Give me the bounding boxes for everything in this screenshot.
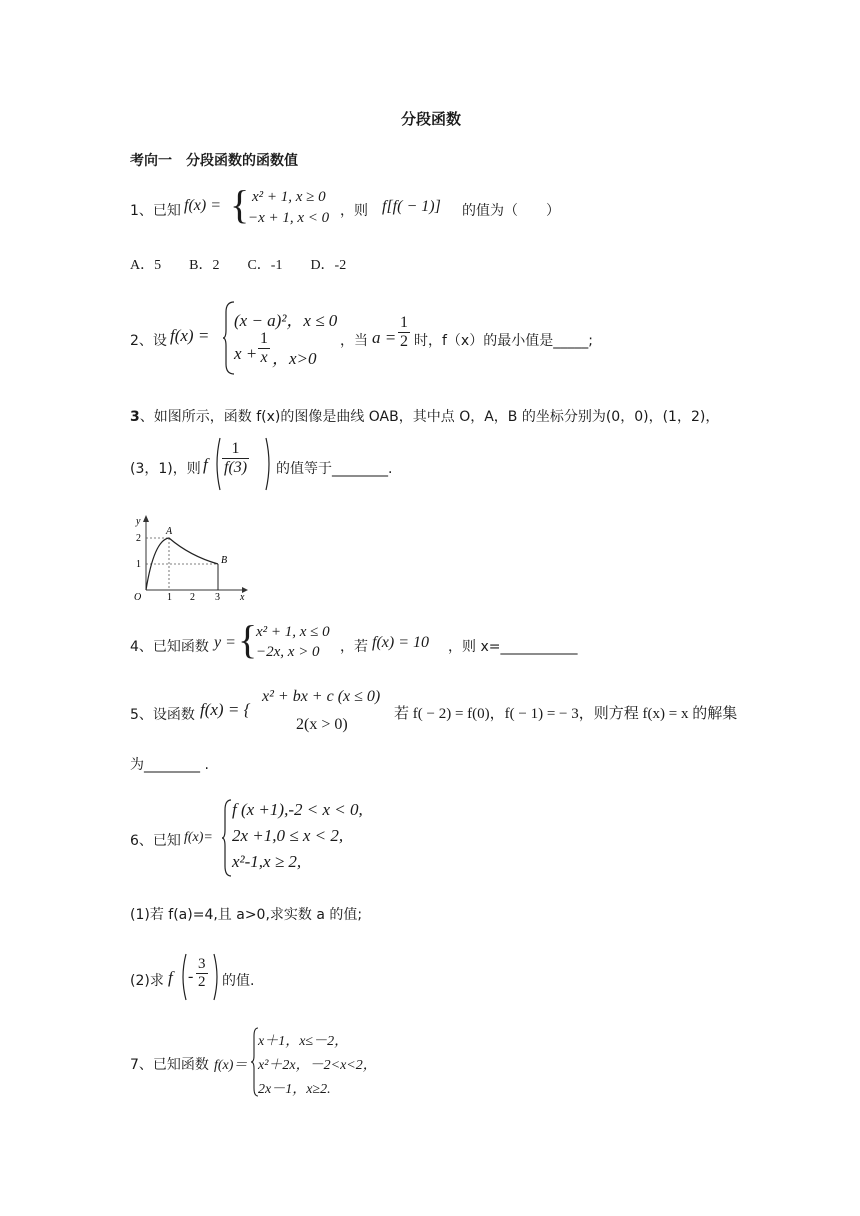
q6-part2-f: f [168, 968, 173, 987]
q6-part2-den: 2 [198, 973, 206, 990]
q3-line2b: 的值等于________. [276, 461, 393, 477]
q3-num: 1 [231, 440, 240, 457]
x-tick-1: 1 [167, 592, 172, 600]
point-b-label: B [221, 555, 228, 566]
q3-right-paren [264, 436, 274, 492]
q1-case2: −x + 1, x < 0 [248, 210, 330, 226]
y-tick-2: 2 [136, 533, 141, 544]
q2-half-num: 1 [400, 314, 408, 331]
point-a-label: A [166, 526, 173, 537]
q4-brace: { [238, 617, 258, 662]
q2-case2-den: x [260, 348, 268, 366]
q2-a-eq: a = [372, 328, 397, 347]
q2-case2-num: 1 [260, 330, 268, 347]
q2-prefix: 2、设 [130, 333, 167, 349]
q6-prefix: 6、已知 [130, 833, 181, 849]
q2-case2a: x + [234, 344, 258, 363]
q1-options: A．5 B．2 C．-1 D．-2 [130, 258, 347, 273]
q4-prefix: 4、已知函数 [130, 639, 209, 655]
q4-case1: x² + 1, x ≤ 0 [256, 624, 330, 640]
q1-suffix: 的值为（ ） [462, 203, 560, 219]
origin-label: O [134, 592, 142, 600]
q2-half [398, 314, 410, 350]
q1-prefix: 1、已知 [130, 203, 181, 219]
q3-line2a: (3，1)，则 [130, 461, 201, 477]
q5-case2: 2(x > 0) [296, 716, 348, 733]
y-label: y [136, 516, 141, 527]
q1-fx: f(x) = [184, 197, 221, 214]
section-heading: 考向一 分段函数的函数值 [130, 153, 298, 169]
q6-part2-suffix: 的值. [222, 973, 255, 989]
x-label: x [240, 592, 245, 600]
q4-case2: −2x, x > 0 [256, 644, 320, 660]
q1-mid: ，则 [340, 203, 368, 219]
q5-prefix: 5、设函数 [130, 707, 195, 723]
q2-half-den: 2 [400, 332, 408, 350]
q7-case2: x²＋2x，－2<x<2， [258, 1058, 377, 1073]
q7-case3: 2x－1，x≥2. [258, 1082, 331, 1097]
q5-fx: f(x) = { [200, 700, 251, 719]
q7-fx: f(x)＝ [214, 1058, 248, 1073]
q2-fx: f(x) = [170, 326, 210, 345]
q2-suffix: 时，f（x）的最小值是_____; [414, 333, 593, 349]
q6-part2-right-paren [212, 952, 222, 1002]
x-tick-3: 3 [215, 592, 220, 600]
q7-prefix: 7、已知函数 [130, 1057, 209, 1073]
page-title: 分段函数 [401, 110, 462, 128]
q1-brace: { [230, 182, 250, 227]
q5-suffix: 若 f( − 2) = f(0)，f( − 1) = − 3，则方程 f(x) = x 的解集 [394, 706, 738, 722]
q6-part1: (1)若 f(a)=4,且 a>0,求实数 a 的值; [130, 907, 363, 923]
y-tick-1: 1 [136, 559, 141, 570]
q1-case1: x² + 1, x ≥ 0 [252, 189, 326, 205]
q6-part2-fraction [196, 956, 208, 990]
y-axis-arrow [143, 515, 149, 522]
q6-case1: f (x +1),-2 < x < 0, [232, 800, 363, 819]
q3-left-paren [212, 436, 222, 492]
x-tick-2: 2 [190, 592, 195, 600]
q3-f: f [203, 455, 208, 474]
q6-fx: f(x)= [184, 830, 213, 845]
q6-case2: 2x +1,0 ≤ x < 2, [232, 826, 344, 845]
q6-part2-prefix: (2)求 [130, 973, 164, 989]
q2-case2-fraction [258, 330, 270, 366]
function-graph [130, 510, 250, 600]
q2-case1: (x − a)²，x ≤ 0 [234, 311, 338, 330]
q3-line1: 、如图所示，函数 f(x)的图像是曲线 OAB，其中点 O，A，B 的坐标分别为(0，0)，(1，2)， [139, 409, 720, 425]
q6-part2-num: 3 [198, 956, 206, 972]
q2-when: ，当 [340, 333, 368, 349]
q6-case3: x²-1,x ≥ 2, [232, 852, 302, 871]
q2-case2b: ，x>0 [272, 349, 317, 368]
q5-case1: x² + bx + c (x ≤ 0) [262, 688, 381, 705]
q3-number: 3 [130, 409, 140, 425]
q4-cond: f(x) = 10 [372, 634, 429, 651]
q4-suffix: ，则 x=___________ [448, 639, 578, 655]
q4-y: y = [214, 634, 236, 651]
q6-part2-left-paren [178, 952, 188, 1002]
q5-line2: 为________ . [130, 757, 209, 773]
q3-den: f(3) [224, 458, 248, 476]
q4-mid: ，若 [340, 639, 368, 655]
q3-fraction [222, 440, 249, 476]
q1-expr: f[f( − 1)] [382, 198, 441, 215]
q7-case1: x＋1，x≤－2， [258, 1034, 349, 1049]
q6-part2-minus: - [188, 968, 194, 985]
